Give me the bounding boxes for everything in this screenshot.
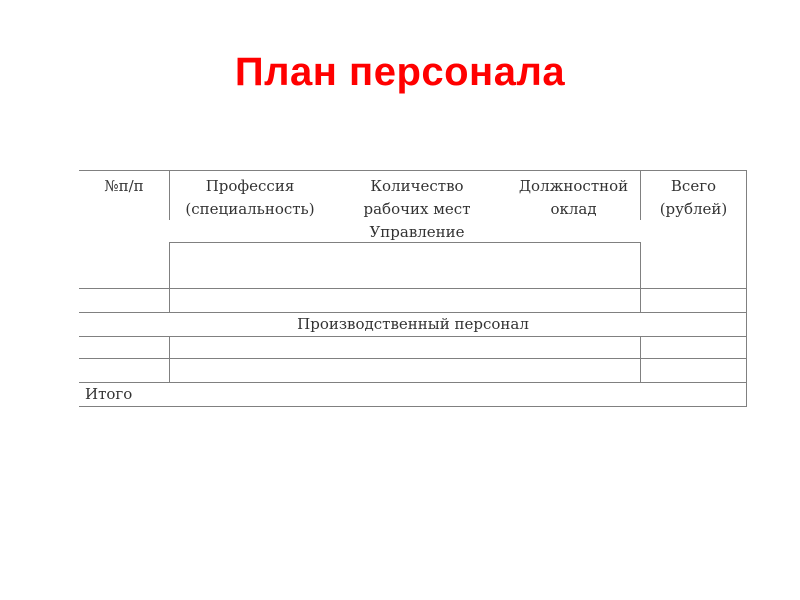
header-profession-line1: Профессия [205,177,295,195]
staff-plan-table [79,170,747,406]
table-line-row3-bottom [79,358,747,359]
header-total-line1: Всего [670,177,717,195]
section-management: Управление [369,223,465,241]
header-total-line2: (рублей) [659,200,728,218]
total-label: Итого [85,385,133,403]
table-line-top [79,170,747,171]
table-line-col4-body [640,242,641,312]
header-num: №п/п [104,177,144,195]
table-line-col1-prod [169,336,170,382]
table-line-bottom [79,406,747,407]
table-line-right [746,170,747,406]
table-line-col1-body [169,242,170,312]
page-title: План персонала [234,50,566,94]
header-count-line2: рабочих мест [363,200,471,218]
header-profession-line2: (специальность) [185,200,315,218]
section-production: Производственный персонал [297,315,529,333]
header-count-line1: Количество [370,177,464,195]
header-salary-line2: оклад [550,200,597,218]
table-line-col4-prod [640,336,641,382]
table-line-row1-bottom [79,288,747,289]
header-salary-line1: Должностной [518,177,629,195]
table-line-row4-bottom [79,382,747,383]
table-line-production-bottom [79,336,747,337]
table-line-row2-bottom [79,312,747,313]
